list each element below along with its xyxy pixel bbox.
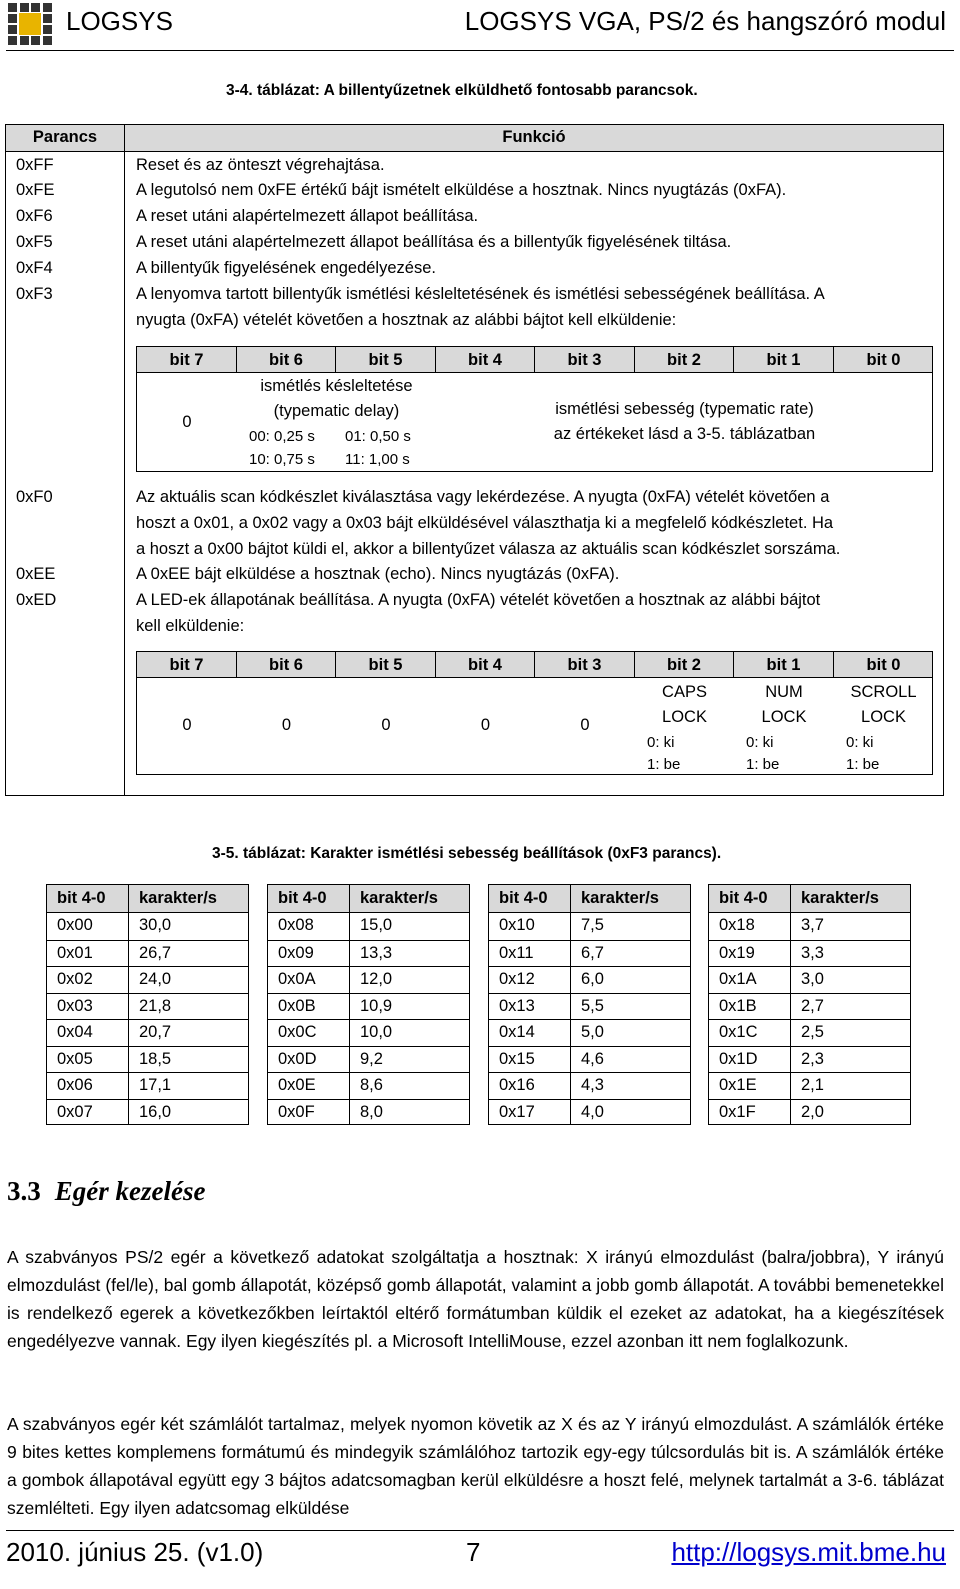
bit-value: 0x08 — [278, 916, 314, 934]
rate-value: 3,3 — [801, 943, 824, 962]
led-bit3: 0 — [580, 716, 590, 734]
col-rate: karakter/s — [801, 889, 879, 907]
command-desc: A 0xEE bájt elküldése a hosztnak (echo). Nincs nyugtázás (0xFA). — [136, 565, 620, 583]
document-title: LOGSYS VGA, PS/2 és hangszóró modul — [464, 6, 946, 36]
bit-header: bit 7 — [137, 347, 237, 373]
command-desc: A billentyűk figyelésének engedélyezése. — [136, 259, 436, 277]
table-row — [709, 1072, 910, 1099]
table-row — [268, 1019, 469, 1046]
table-row — [489, 913, 690, 940]
command-desc-line: a hoszt a 0x00 bájtot küldi el, akkor a billentyűzet válasza az aktuális scan kódkészlet sorszáma. — [136, 540, 841, 558]
bit-header: bit 1 — [734, 347, 834, 373]
rate-table — [708, 884, 911, 1125]
table-row — [709, 913, 910, 940]
col-rate: karakter/s — [581, 889, 659, 907]
col-bits: bit 4-0 — [719, 889, 768, 907]
bit-value: 0x02 — [57, 970, 93, 988]
rate-value: 5,5 — [581, 996, 604, 1015]
table-row — [489, 1099, 690, 1126]
command-code: 0xFE — [16, 181, 55, 199]
rate-value: 7,5 — [581, 916, 604, 934]
table-row — [47, 1046, 248, 1073]
rate-table — [267, 884, 470, 1125]
bit-value: 0x0C — [278, 1023, 317, 1041]
bit-header: bit 3 — [535, 652, 635, 678]
rate-value: 18,5 — [139, 1049, 172, 1068]
command-desc: A legutolsó nem 0xFE értékű bájt ismételt elküldése a hosztnak. Nincs nyugtázás (0xFA). — [136, 181, 787, 199]
caps-lock-label: CAPS — [662, 683, 707, 701]
table-row — [47, 1099, 248, 1126]
command-code: 0xF4 — [16, 259, 53, 277]
command-desc: A reset utáni alapértelmezett állapot beállítása. — [136, 207, 479, 225]
num-lock-label: LOCK — [761, 708, 807, 726]
table-row — [489, 1046, 690, 1073]
delay-label: ismétlés késleltetése — [260, 377, 413, 395]
footer-link[interactable]: http://logsys.mit.bme.hu — [671, 1537, 946, 1567]
rate-value: 8,6 — [360, 1076, 383, 1094]
bit-value: 0x15 — [499, 1049, 535, 1068]
bit-value: 0x17 — [499, 1102, 535, 1121]
bit-value: 0x0A — [278, 970, 316, 988]
led-off: 0: ki — [746, 734, 774, 751]
table-row — [489, 1019, 690, 1046]
num-lock-label: NUM — [765, 683, 803, 701]
rate-value: 30,0 — [139, 916, 172, 934]
led-on: 1: be — [746, 756, 780, 773]
table-row — [709, 1046, 910, 1073]
page-number: 7 — [466, 1537, 481, 1567]
bit-header-row — [137, 347, 932, 373]
rate-value: 4,6 — [581, 1049, 604, 1068]
bit-value: 0x07 — [57, 1102, 93, 1121]
command-table — [5, 124, 944, 796]
table-row — [268, 1072, 469, 1099]
rate-value: 17,1 — [139, 1076, 172, 1094]
rate-table-header — [47, 885, 248, 913]
bit-header: bit 3 — [535, 347, 635, 373]
rate-label: ismétlési sebesség (typematic rate) — [555, 400, 814, 418]
table-row — [47, 1019, 248, 1046]
table-row — [709, 1099, 910, 1126]
delay-option: 01: 0,50 s — [345, 428, 411, 445]
command-code: 0xF6 — [16, 207, 53, 225]
table-row — [268, 913, 469, 940]
header-divider — [6, 50, 954, 51]
delay-option: 00: 0,25 s — [249, 428, 315, 445]
table-row — [709, 940, 910, 967]
footer-divider — [6, 1530, 954, 1531]
rate-value: 16,0 — [139, 1102, 172, 1121]
bit-value: 0x03 — [57, 996, 93, 1015]
command-desc-line: kell elküldenie: — [136, 617, 245, 635]
brand-name: LOGSYS — [66, 6, 173, 36]
bit-value: 0x00 — [57, 916, 93, 934]
rate-value: 12,0 — [360, 970, 393, 988]
footer-date: 2010. június 25. (v1.0) — [6, 1537, 264, 1567]
led-bit4: 0 — [480, 716, 491, 734]
logsys-logo-icon — [8, 3, 52, 45]
bit-header: bit 5 — [336, 347, 436, 373]
rate-value: 10,0 — [360, 1023, 393, 1041]
table-row — [489, 940, 690, 967]
scroll-lock-label: LOCK — [861, 708, 906, 726]
bit-value: 0x16 — [499, 1076, 535, 1094]
led-on: 1: be — [846, 756, 880, 773]
page-header — [0, 0, 960, 48]
rate-value: 6,0 — [581, 970, 604, 988]
bit7-value: 0 — [182, 413, 192, 431]
command-table-header — [6, 125, 943, 152]
table-35-caption: 3-5. táblázat: Karakter ismétlési sebesség beállítások (0xF3 parancs). — [212, 845, 722, 862]
table-row — [47, 993, 248, 1020]
bit-value: 0x14 — [499, 1023, 535, 1041]
col-bits: bit 4-0 — [278, 889, 327, 907]
table-row — [47, 966, 248, 993]
led-bit6: 0 — [281, 716, 292, 734]
section-title: Egér kezelése — [54, 1176, 206, 1206]
table-row — [709, 966, 910, 993]
rate-value: 3,0 — [801, 970, 824, 988]
command-desc-line: A lenyomva tartott billentyűk ismétlési késleltetésének és ismétlési sebességének beállítása. A — [136, 285, 825, 303]
command-desc-line: nyugta (0xFA) vételét követően a hosztnak az alábbi bájtot kell elküldenie: — [136, 311, 677, 329]
table-row — [489, 993, 690, 1020]
rate-value: 21,8 — [139, 996, 172, 1015]
table-row — [709, 1019, 910, 1046]
rate-value: 6,7 — [581, 943, 604, 962]
rate-table-header — [489, 885, 690, 913]
rate-value: 2,7 — [801, 996, 824, 1015]
led-bit7: 0 — [182, 716, 192, 734]
rate-value: 13,3 — [360, 943, 393, 962]
typematic-bit-table — [136, 346, 933, 472]
delay-option: 10: 0,75 s — [249, 451, 315, 468]
col-command: Parancs — [32, 128, 98, 146]
led-on: 1: be — [647, 756, 681, 773]
rate-value: 4,0 — [581, 1102, 604, 1121]
bit-value: 0x1D — [719, 1049, 758, 1068]
table-row — [709, 993, 910, 1020]
rate-reference: az értékeket lásd a 3-5. táblázatban — [553, 425, 816, 443]
col-bits: bit 4-0 — [57, 889, 106, 907]
bit-header: bit 2 — [635, 652, 734, 678]
rate-value: 2,3 — [801, 1049, 824, 1068]
col-rate: karakter/s — [139, 889, 217, 907]
rate-value: 8,0 — [360, 1102, 383, 1121]
command-desc: A reset utáni alapértelmezett állapot beállítása és a billentyűk figyelésének tiltása. — [136, 233, 732, 251]
led-off: 0: ki — [846, 734, 874, 751]
table-row — [268, 966, 469, 993]
rate-value: 24,0 — [139, 970, 172, 988]
rate-table — [488, 884, 691, 1125]
table-row — [489, 966, 690, 993]
rate-value: 3,7 — [801, 916, 824, 934]
bit-header: bit 6 — [237, 347, 336, 373]
delay-label-en: (typematic delay) — [273, 402, 400, 420]
bit-header: bit 0 — [866, 656, 901, 674]
table-row — [268, 1046, 469, 1073]
caps-lock-label: LOCK — [662, 708, 707, 726]
rate-table-header — [709, 885, 910, 913]
bit-value: 0x18 — [719, 916, 755, 934]
table-row — [268, 940, 469, 967]
bit-value: 0x06 — [57, 1076, 93, 1094]
bit-value: 0x05 — [57, 1049, 93, 1068]
rate-value: 5,0 — [581, 1023, 604, 1041]
table-row — [47, 1072, 248, 1099]
rate-value: 4,3 — [581, 1076, 604, 1094]
table-34-caption: 3-4. táblázat: A billentyűzetnek elküldhető fontosabb parancsok. — [226, 82, 698, 99]
rate-table — [46, 884, 249, 1125]
command-code: 0xED — [16, 591, 57, 609]
bit-header: bit 5 — [336, 652, 436, 678]
command-desc: Reset és az önteszt végrehajtása. — [136, 156, 385, 174]
section-number: 3.3 — [7, 1176, 41, 1206]
led-off: 0: ki — [647, 734, 675, 751]
bit-value: 0x0B — [278, 996, 316, 1015]
rate-value: 15,0 — [360, 916, 393, 934]
bit-header: bit 4 — [436, 652, 535, 678]
bit-value: 0x09 — [278, 943, 314, 962]
rate-table-header — [268, 885, 469, 913]
bit-value: 0x10 — [499, 916, 535, 934]
led-bit-table — [136, 651, 933, 775]
col-bits: bit 4-0 — [499, 889, 548, 907]
command-code: 0xF3 — [16, 285, 53, 303]
bit-header: bit 1 — [734, 652, 834, 678]
bit-value: 0x0F — [278, 1102, 315, 1121]
col-rate: karakter/s — [360, 889, 438, 907]
command-desc-line: A LED-ek állapotának beállítása. A nyugta (0xFA) vételét követően a hosztnak az alábbi bájtot — [136, 591, 821, 609]
bit-value: 0x0D — [278, 1049, 317, 1068]
bit-value: 0x1F — [719, 1102, 756, 1121]
scroll-lock-label: SCROLL — [850, 683, 917, 701]
bit-value: 0x04 — [57, 1023, 93, 1041]
bit-header: bit 2 — [635, 347, 734, 373]
bit-value: 0x1C — [719, 1023, 758, 1041]
command-desc-line: Az aktuális scan kódkészlet kiválasztása vagy lekérdezése. A nyugta (0xFA) vételét követően a — [136, 488, 830, 506]
command-code: 0xF0 — [16, 488, 53, 506]
rate-value: 10,9 — [360, 996, 393, 1015]
bit-header: bit 7 — [137, 652, 237, 678]
table-row — [47, 913, 248, 940]
bit-header-row — [137, 652, 932, 678]
col-function: Funkció — [502, 128, 566, 146]
bit-value: 0x01 — [57, 943, 93, 962]
section-heading — [7, 1176, 205, 1207]
rate-value: 20,7 — [139, 1023, 172, 1041]
bit-header: bit 6 — [237, 652, 336, 678]
table-row — [489, 1072, 690, 1099]
bit-value: 0x19 — [719, 943, 755, 962]
rate-value: 2,0 — [801, 1102, 824, 1121]
rate-value: 9,2 — [360, 1049, 383, 1068]
paragraph: A szabványos egér két számlálót tartalmaz, melyek nyomon követik az X és az Y irányú elmozdulást. A számlálók értéke 9 bites kettes komplemens formátumú és mindegyik számlálóhoz tartozik egy-egy túlcsordulás bit is. A számlálók értéke a gombok állapotával együtt egy 3 bájtos adatcsomagban kerül elküldésre a hoszt felé, melynek tartalmát a 3-6. táblázat szemlélteti. Egy ilyen adatcsomag elküldése — [7, 1414, 944, 1518]
rate-value: 2,1 — [801, 1076, 824, 1094]
command-desc-line: hoszt a 0x01, a 0x02 vagy a 0x03 bájt elküldésével választhatja ki a megfelelő kódkészletet. Ha — [136, 514, 834, 532]
bit-value: 0x1E — [719, 1076, 757, 1094]
bit-value: 0x0E — [278, 1076, 316, 1094]
rate-value: 2,5 — [801, 1023, 824, 1041]
bit-header: bit 0 — [866, 351, 901, 369]
column-divider — [124, 125, 125, 795]
rate-value: 26,7 — [139, 943, 172, 962]
command-code: 0xFF — [16, 156, 54, 174]
command-code: 0xF5 — [16, 233, 53, 251]
table-row — [268, 1099, 469, 1126]
bit-value: 0x13 — [499, 996, 535, 1015]
bit-value: 0x11 — [499, 943, 534, 962]
led-bit5: 0 — [381, 716, 391, 734]
bit-value: 0x1A — [719, 970, 757, 988]
command-code: 0xEE — [16, 565, 56, 583]
bit-header: bit 4 — [436, 347, 535, 373]
table-row — [47, 940, 248, 967]
bit-value: 0x12 — [499, 970, 535, 988]
table-row — [268, 993, 469, 1020]
delay-option: 11: 1,00 s — [345, 451, 410, 468]
bit-value: 0x1B — [719, 996, 757, 1015]
paragraph: A szabványos PS/2 egér a következő adatokat szolgáltatja a hosztnak: X irányú elmozdulást (balra/jobbra), Y irányú elmozdulást (fel/le), bal gomb állapotát, középső gomb állapotát, valamint a jobb gomb állapotát. A további bemenetekkel is rendelkező egerek a következőkben leírtaktól eltérő formátumban küldik el ezeket az adatokat, ha a kiegészítések engedélyezve vannak. Egy ilyen kiegészítés pl. a Microsoft IntelliMouse, ezzel azonban itt nem foglalkozunk. — [7, 1247, 944, 1351]
